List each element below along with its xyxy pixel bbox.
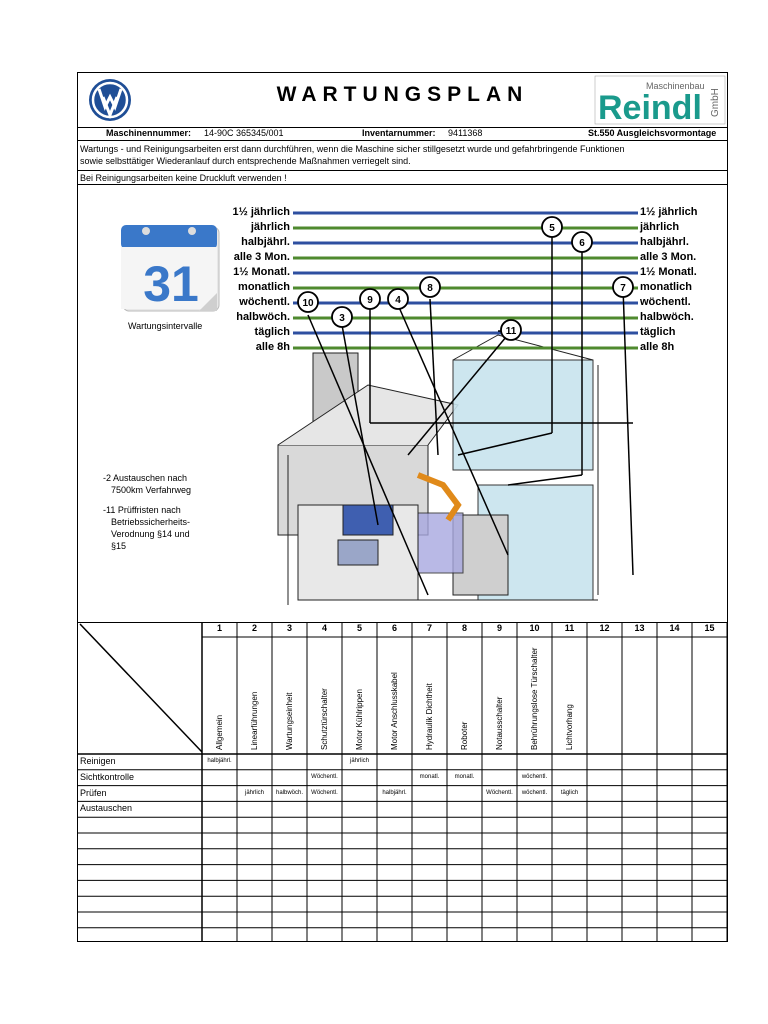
component-label: Allgemein	[215, 714, 224, 750]
interval-label-right: halbwöch.	[640, 311, 694, 323]
interval-label-left: alle 3 Mon.	[233, 251, 290, 263]
machine-number-value: 14-90C 365345/001	[204, 128, 284, 138]
callout-number: 5	[549, 223, 555, 234]
table-cell: jährlich	[349, 758, 370, 764]
inventory-number-value: 9411368	[448, 128, 483, 138]
interval-label-left: halbwöch.	[236, 311, 290, 323]
interval-label-right: jährlich	[640, 221, 680, 233]
machine-illustration	[278, 335, 598, 605]
table-cell: wöchentl.	[521, 773, 548, 780]
component-label: Motor Kühlrippen	[355, 689, 364, 750]
note-line: Verodnung §14 und	[111, 529, 190, 539]
reindl-logo-top: Maschinenbau	[646, 81, 705, 91]
interval-label-left: wöchentl.	[239, 296, 290, 308]
column-number: 7	[426, 623, 433, 633]
component-label: Motor Anschlusskabel	[390, 672, 399, 750]
note-line: -2 Austauschen nach	[103, 473, 188, 483]
interval-label-left: täglich	[254, 326, 290, 338]
component-label: Roboter	[460, 721, 469, 750]
component-label: Linearführungen	[250, 691, 259, 750]
interval-label-right: alle 8h	[640, 341, 675, 353]
interval-label-left: alle 8h	[255, 341, 290, 353]
cleaning-note: Bei Reinigungsarbeiten keine Druckluft verwenden !	[78, 171, 727, 185]
callout-number: 9	[367, 295, 373, 306]
notes-block	[103, 472, 191, 552]
component-label: Wartungseinheit	[285, 692, 294, 750]
inventory-number-label: Inventarnummer:	[362, 128, 436, 138]
grid-line	[80, 624, 202, 752]
column-number: 12	[599, 623, 610, 633]
table-cell: monatl.	[454, 773, 475, 780]
component-label: Lichtvorhang	[565, 704, 574, 750]
column-number: 3	[286, 623, 293, 633]
column-number: 10	[529, 623, 540, 633]
note-line: Betriebssicherheits-	[111, 517, 191, 527]
reindl-logo-side: GmbH	[710, 88, 721, 117]
column-number: 4	[321, 623, 328, 633]
table-cell: monatl.	[419, 773, 440, 780]
column-number: 15	[704, 623, 715, 633]
machine-number-label: Maschinennummer:	[106, 128, 192, 138]
interval-label-right: alle 3 Mon.	[640, 251, 697, 263]
machine-info-row	[78, 127, 727, 141]
calendar-icon	[121, 225, 219, 312]
table-grid-lines	[78, 622, 727, 942]
row-label: Austauschen	[80, 803, 133, 814]
safety-line-2: sowie selbsttätiger Wiederanlauf durch entsprechende Maßnahmen verriegelt sind.	[80, 156, 411, 166]
column-number: 5	[356, 623, 363, 633]
station-label: St.550 Ausgleichsvormontage	[588, 128, 717, 138]
table-cell: halbjährl.	[382, 789, 407, 796]
interval-label-left: 1½ jährlich	[232, 206, 290, 218]
note-line: §15	[111, 541, 127, 551]
column-number: 8	[461, 623, 468, 633]
callout-number: 3	[339, 313, 345, 324]
interval-label-right: 1½ Monatl.	[640, 266, 697, 278]
note-line: -11 Prüffristen nach	[103, 505, 181, 515]
table-cell: Wöchentl.	[311, 789, 338, 796]
callout-number: 8	[427, 283, 433, 294]
component-label: Schutztürschalter	[320, 688, 329, 750]
interval-label-left: jährlich	[250, 221, 290, 233]
table-cell: täglich	[560, 789, 579, 796]
component-label: Hydraulik Dichtheit	[425, 683, 434, 750]
callout-number: 10	[302, 298, 314, 309]
component-label: Notausschalter	[495, 696, 504, 750]
interval-label-right: monatlich	[640, 281, 692, 293]
sheet-header	[78, 73, 727, 128]
safety-line-1: Wartungs - und Reinigungsarbeiten erst dann durchführen, wenn die Maschine sicher stillgesetzt wurde und gefahrbringende Funktionen	[80, 144, 625, 154]
table-cell: Wöchentl.	[311, 773, 338, 780]
callout-number: 7	[620, 283, 626, 294]
column-number: 6	[391, 623, 398, 633]
interval-label-left: halbjährl.	[241, 236, 290, 248]
interval-label-right: täglich	[640, 326, 676, 338]
column-number: 9	[496, 623, 503, 633]
row-label: Reinigen	[80, 756, 116, 766]
interval-label-right: 1½ jährlich	[640, 206, 698, 218]
table-cell: jährlich	[244, 789, 265, 796]
callout-number: 11	[505, 326, 517, 337]
table-cell: wöchentl.	[521, 789, 548, 796]
column-number: 13	[634, 623, 645, 633]
interval-diagram	[78, 185, 727, 623]
row-label: Sichtkontrolle	[80, 771, 135, 782]
column-number: 2	[251, 623, 258, 633]
calendar-caption: Wartungsintervalle	[128, 321, 203, 331]
component-label: Behrührungslose Türschalter	[530, 647, 539, 750]
interval-label-left: monatlich	[238, 281, 290, 293]
maintenance-plan-sheet	[77, 72, 728, 942]
interval-label-right: wöchentl.	[640, 296, 691, 308]
calendar-day: 31	[143, 256, 199, 312]
reindl-logo	[594, 75, 726, 125]
table-cell: halbwöch.	[275, 789, 304, 796]
table-cell: halbjährl.	[207, 758, 232, 764]
safety-instructions	[78, 141, 727, 171]
column-number: 11	[564, 623, 575, 633]
table-cell: Wöchentl.	[486, 789, 513, 796]
interval-label-left: 1½ Monatl.	[233, 266, 290, 278]
column-number: 1	[216, 623, 223, 633]
row-label: Prüfen	[80, 787, 107, 798]
interval-label-right: halbjährl.	[640, 236, 689, 248]
interval-diagram-svg	[78, 185, 727, 622]
callout-number: 4	[395, 295, 401, 306]
column-number: 14	[669, 623, 680, 633]
callout-number: 6	[579, 238, 585, 249]
reindl-logo-main: Reindl	[598, 89, 702, 125]
page-title: WARTUNGSPLAN	[276, 83, 529, 106]
note-line: 7500km Verfahrweg	[111, 485, 192, 495]
